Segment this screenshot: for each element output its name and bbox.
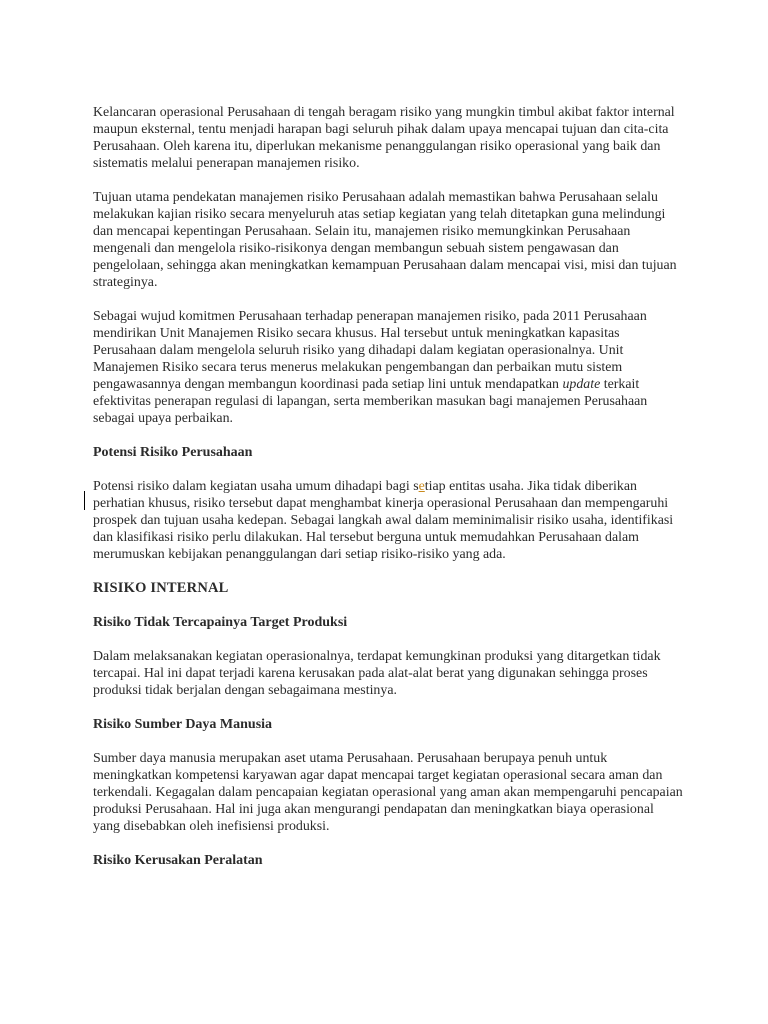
- paragraph-intro: Kelancaran operasional Perusahaan di tengah beragam risiko yang mungkin timbul akibat faktor internal maupun eksternal, tentu menjadi harapan bagi seluruh pihak dalam upaya mencapai tujuan dan cita-cita Perusahaan. Oleh karena itu, diperlukan mekanisme penanggulangan risiko operasional yang baik dan sistematis melalui penerapan manajemen risiko.: [93, 105, 675, 171]
- paragraph-sumber-daya: Sumber daya manusia merupakan aset utama Perusahaan. Perusahaan berupaya penuh untuk meningkatkan kompetensi karyawan agar dapat mencapai target kegiatan operasional secara aman dan terkendali. Kegagalan dalam pencapaian kegiatan operasional yang aman akan mempengaruhi pencapaian produksi Perusahaan. Hal ini juga akan mengurangi pendapatan dan meningkatkan biaya operasional yang disebabkan oleh inefisiensi produksi.: [93, 751, 683, 834]
- paragraph-commitment-text-1: Sebagai wujud komitmen Perusahaan terhadap penerapan manajemen risiko, pada 2011 Perusahaan mendirikan Unit Manajemen Risiko secara khusus. Hal tersebut untuk meningkatkan kapasitas Perusahaan dalam mengelola seluruh risiko yang dihadapi dalam kegiatan operasionalnya. Unit Manajemen Risiko secara terus menerus melakukan pengembangan dan perbaikan mutu sistem pengawasannya dengan membangun koordinasi pada setiap lini untuk mendapatkan: [93, 309, 647, 392]
- heading-potensi-risiko: Potensi Risiko Perusahaan: [93, 445, 253, 460]
- heading-sumber-daya: Risiko Sumber Daya Manusia: [93, 717, 273, 732]
- paragraph-objective: Tujuan utama pendekatan manajemen risiko Perusahaan adalah memastikan bahwa Perusahaan selalu melakukan kajian risiko secara menyeluruh atas setiap kegiatan yang telah ditetapkan guna melindungi dan mencapai kepentingan Perusahaan. Selain itu, manajemen risiko memungkinkan Perusahaan mengenali dan mengelola risiko-risikonya dengan membangun sebuah sistem pengawasan dan pengelolaan, sehingga akan meningkatkan kemampuan Perusahaan dalam mencapai visi, misi dan tujuan strateginya.: [93, 190, 677, 290]
- paragraph-potensi: [93, 478, 683, 563]
- heading-kerusakan-peralatan: Risiko Kerusakan Peralatan: [93, 853, 263, 868]
- paragraph-potensi-text-1: Potensi risiko dalam kegiatan usaha umum dihadapi bagi s: [93, 479, 419, 494]
- paragraph-commitment: [93, 308, 683, 427]
- heading-target-produksi: Risiko Tidak Tercapainya Target Produksi: [93, 615, 348, 630]
- heading-risiko-internal: RISIKO INTERNAL: [93, 580, 229, 596]
- document-body: [93, 104, 683, 886]
- paragraph-target-produksi: Dalam melaksanakan kegiatan operasionalnya, terdapat kemungkinan produksi yang ditargetkan tidak tercapai. Hal ini dapat terjadi karena kerusakan pada alat-alat berat yang digunakan sehingga proses produksi tidak berjalan dengan sebagaimana mestinya.: [93, 649, 661, 698]
- paragraph-potensi-text-2: tiap entitas usaha. Jika tidak diberikan perhatian khusus, risiko tersebut dapat menghambat kinerja operasional Perusahaan dan mempengaruhi prospek dan tujuan usaha kedepan. Sebagai langkah awal dalam meminimalisir risiko usaha, identifikasi dan klasifikasi risiko perlu dilakukan. Hal tersebut berguna untuk memudahkan Perusahaan dalam merumuskan kebijakan penanggulangan dari setiap risiko-risiko yang ada.: [93, 479, 674, 562]
- paragraph-commitment-text-2: terkait efektivitas penerapan regulasi di lapangan, serta memberikan masukan bagi manajemen Perusahaan sebagai upaya perbaikan.: [93, 377, 648, 426]
- italic-update: update: [562, 377, 601, 392]
- spellcheck-mark: e: [418, 479, 425, 494]
- text-cursor: [84, 491, 85, 510]
